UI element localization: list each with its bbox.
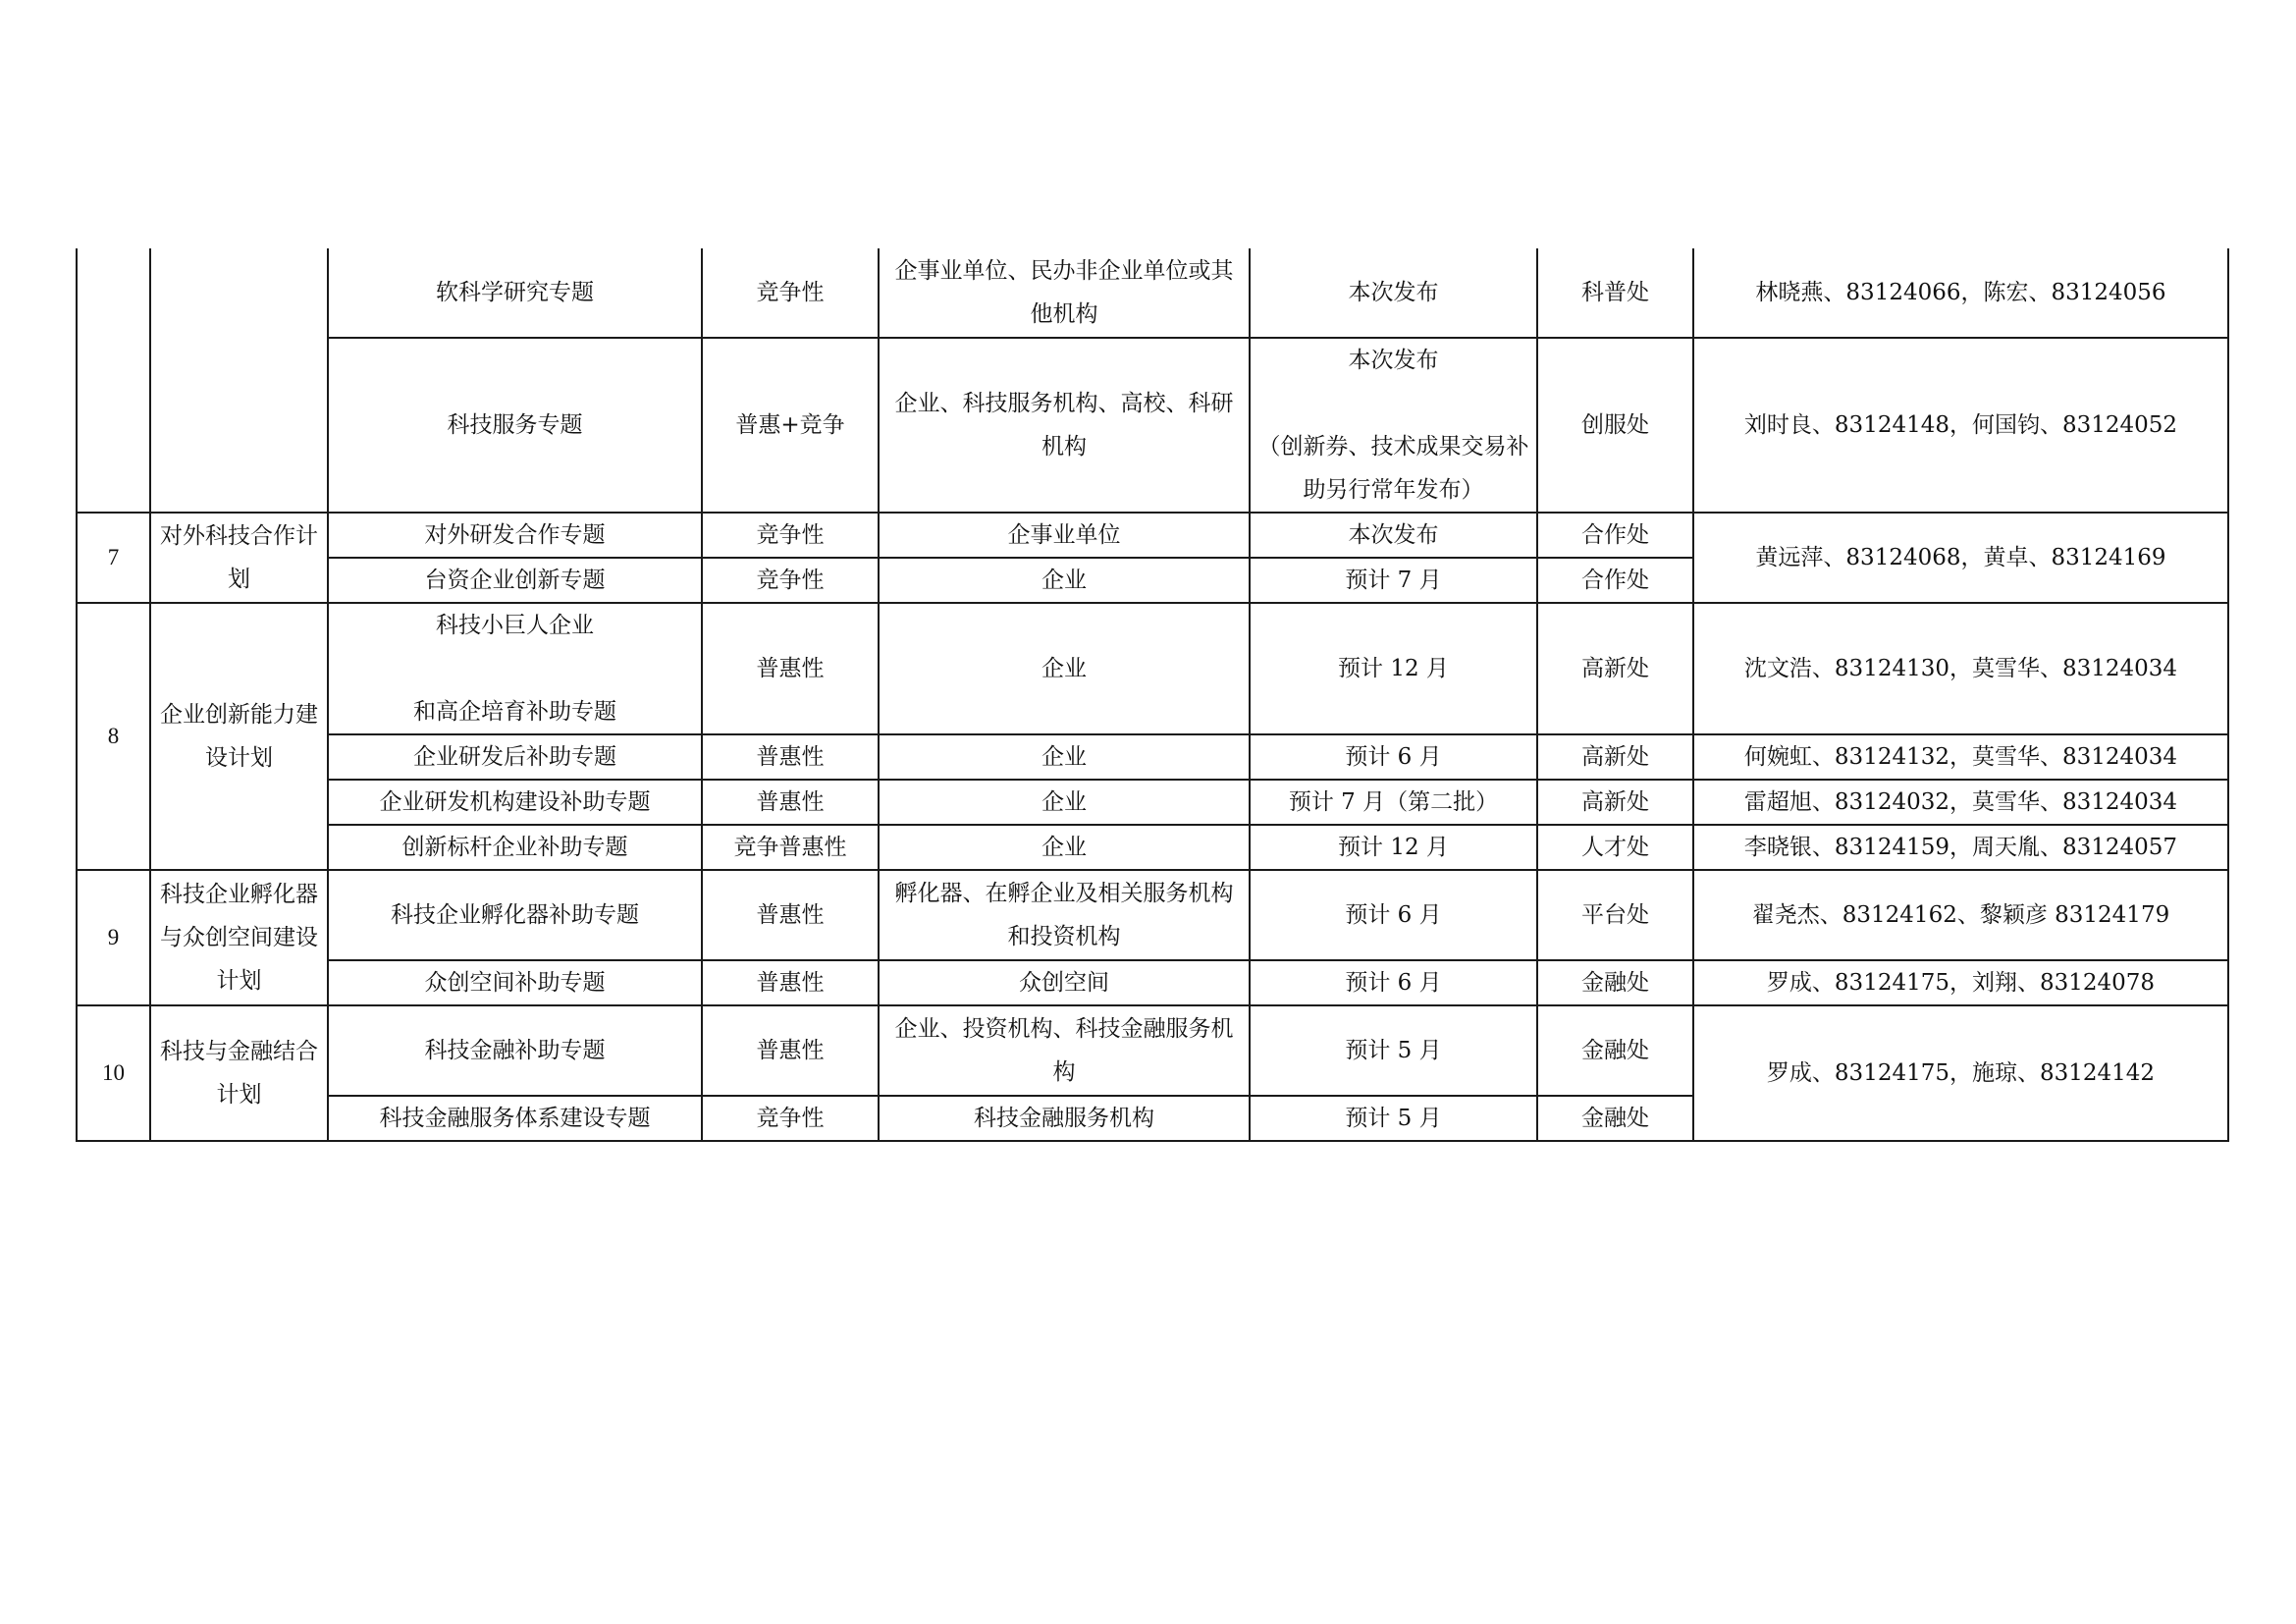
- type-cell: 竞争性: [702, 1096, 879, 1141]
- type-cell: 普惠性: [702, 734, 879, 780]
- topic-cell: [328, 603, 702, 734]
- contact-cell: 何婉虹、83124132，莫雪华、83124034: [1693, 734, 2228, 780]
- target-cell: 企业: [879, 825, 1250, 870]
- table-row: [77, 870, 2228, 960]
- office-cell: 平台处: [1537, 870, 1693, 960]
- release-cell: [1250, 338, 1537, 513]
- table-row: [77, 248, 2228, 338]
- release-cell: 本次发布: [1250, 513, 1537, 558]
- type-cell: 竞争性: [702, 513, 879, 558]
- topic-cell: 创新标杆企业补助专题: [328, 825, 702, 870]
- topic-line: 和高企培育补助专题: [413, 699, 616, 725]
- type-cell: 竞争性: [702, 248, 879, 338]
- target-cell: 企事业单位、民办非企业单位或其他机构: [879, 248, 1250, 338]
- topic-cell: 企业研发后补助专题: [328, 734, 702, 780]
- document-page: [76, 0, 2227, 1142]
- row-number-cell: [77, 248, 150, 513]
- topic-cell: 对外研发合作专题: [328, 513, 702, 558]
- target-cell: 企业: [879, 780, 1250, 825]
- type-cell: 普惠性: [702, 603, 879, 734]
- topic-line: 科技小巨人企业: [436, 613, 594, 638]
- row-number-cell: 7: [77, 513, 150, 603]
- plan-name-cell: 科技企业孵化器与众创空间建设计划: [150, 870, 328, 1005]
- office-cell: 高新处: [1537, 603, 1693, 734]
- topic-cell: 企业研发机构建设补助专题: [328, 780, 702, 825]
- release-cell: 预计 6 月: [1250, 870, 1537, 960]
- table-row: [77, 338, 2228, 513]
- row-number-cell: 10: [77, 1005, 150, 1141]
- contact-cell: 罗成、83124175，施琼、83124142: [1693, 1005, 2228, 1141]
- office-cell: 科普处: [1537, 248, 1693, 338]
- row-number-cell: 9: [77, 870, 150, 1005]
- topic-cell: 台资企业创新专题: [328, 558, 702, 603]
- office-cell: 创服处: [1537, 338, 1693, 513]
- target-cell: 企业、科技服务机构、高校、科研机构: [879, 338, 1250, 513]
- type-cell: 竞争普惠性: [702, 825, 879, 870]
- type-cell: 普惠性: [702, 960, 879, 1005]
- type-cell: 普惠性: [702, 780, 879, 825]
- office-cell: 金融处: [1537, 1005, 1693, 1096]
- contact-cell: 罗成、83124175，刘翔、83124078: [1693, 960, 2228, 1005]
- release-text: 本次发布: [1348, 348, 1439, 373]
- table-row: [77, 825, 2228, 870]
- office-cell: 高新处: [1537, 734, 1693, 780]
- office-cell: 人才处: [1537, 825, 1693, 870]
- plan-name-cell: 企业创新能力建设计划: [150, 603, 328, 870]
- release-cell: 预计 6 月: [1250, 960, 1537, 1005]
- contact-cell: 沈文浩、83124130，莫雪华、83124034: [1693, 603, 2228, 734]
- type-cell: 竞争性: [702, 558, 879, 603]
- table-row: [77, 603, 2228, 734]
- table-row: [77, 780, 2228, 825]
- contact-cell: 雷超旭、83124032，莫雪华、83124034: [1693, 780, 2228, 825]
- topic-cell: 软科学研究专题: [328, 248, 702, 338]
- contact-cell: 黄远萍、83124068，黄卓、83124169: [1693, 513, 2228, 603]
- topic-cell: 科技服务专题: [328, 338, 702, 513]
- plan-name-cell: [150, 248, 328, 513]
- target-cell: 企业: [879, 603, 1250, 734]
- contact-cell: 李晓银、83124159，周天胤、83124057: [1693, 825, 2228, 870]
- target-cell: 企业、投资机构、科技金融服务机构: [879, 1005, 1250, 1096]
- target-cell: 企业: [879, 558, 1250, 603]
- target-cell: 孵化器、在孵企业及相关服务机构和投资机构: [879, 870, 1250, 960]
- contact-cell: 刘时良、83124148，何国钧、83124052: [1693, 338, 2228, 513]
- release-cell: 预计 5 月: [1250, 1005, 1537, 1096]
- contact-cell: 翟尧杰、83124162、黎颖彦 83124179: [1693, 870, 2228, 960]
- type-cell: 普惠性: [702, 1005, 879, 1096]
- topic-cell: 科技金融服务体系建设专题: [328, 1096, 702, 1141]
- table-row: [77, 1005, 2228, 1096]
- type-cell: 普惠性: [702, 870, 879, 960]
- table-row: [77, 960, 2228, 1005]
- plan-name-cell: 对外科技合作计划: [150, 513, 328, 603]
- release-cell: 预计 12 月: [1250, 603, 1537, 734]
- topic-cell: 科技企业孵化器补助专题: [328, 870, 702, 960]
- type-cell: 普惠+竞争: [702, 338, 879, 513]
- release-cell: 预计 6 月: [1250, 734, 1537, 780]
- target-cell: 企业: [879, 734, 1250, 780]
- office-cell: 高新处: [1537, 780, 1693, 825]
- office-cell: 合作处: [1537, 513, 1693, 558]
- plan-name-cell: 科技与金融结合计划: [150, 1005, 328, 1141]
- plan-table: [76, 248, 2229, 1142]
- release-cell: 预计 7 月（第二批）: [1250, 780, 1537, 825]
- release-cell: 本次发布: [1250, 248, 1537, 338]
- release-cell: 预计 7 月: [1250, 558, 1537, 603]
- topic-cell: 众创空间补助专题: [328, 960, 702, 1005]
- topic-cell: 科技金融补助专题: [328, 1005, 702, 1096]
- release-cell: 预计 5 月: [1250, 1096, 1537, 1141]
- office-cell: 金融处: [1537, 960, 1693, 1005]
- target-cell: 众创空间: [879, 960, 1250, 1005]
- release-note: （创新券、技术成果交易补助另行常年发布）: [1257, 434, 1529, 503]
- contact-cell: 林晓燕、83124066，陈宏、83124056: [1693, 248, 2228, 338]
- office-cell: 合作处: [1537, 558, 1693, 603]
- release-cell: 预计 12 月: [1250, 825, 1537, 870]
- office-cell: 金融处: [1537, 1096, 1693, 1141]
- table-row: [77, 513, 2228, 558]
- target-cell: 科技金融服务机构: [879, 1096, 1250, 1141]
- target-cell: 企事业单位: [879, 513, 1250, 558]
- row-number-cell: 8: [77, 603, 150, 870]
- table-row: [77, 734, 2228, 780]
